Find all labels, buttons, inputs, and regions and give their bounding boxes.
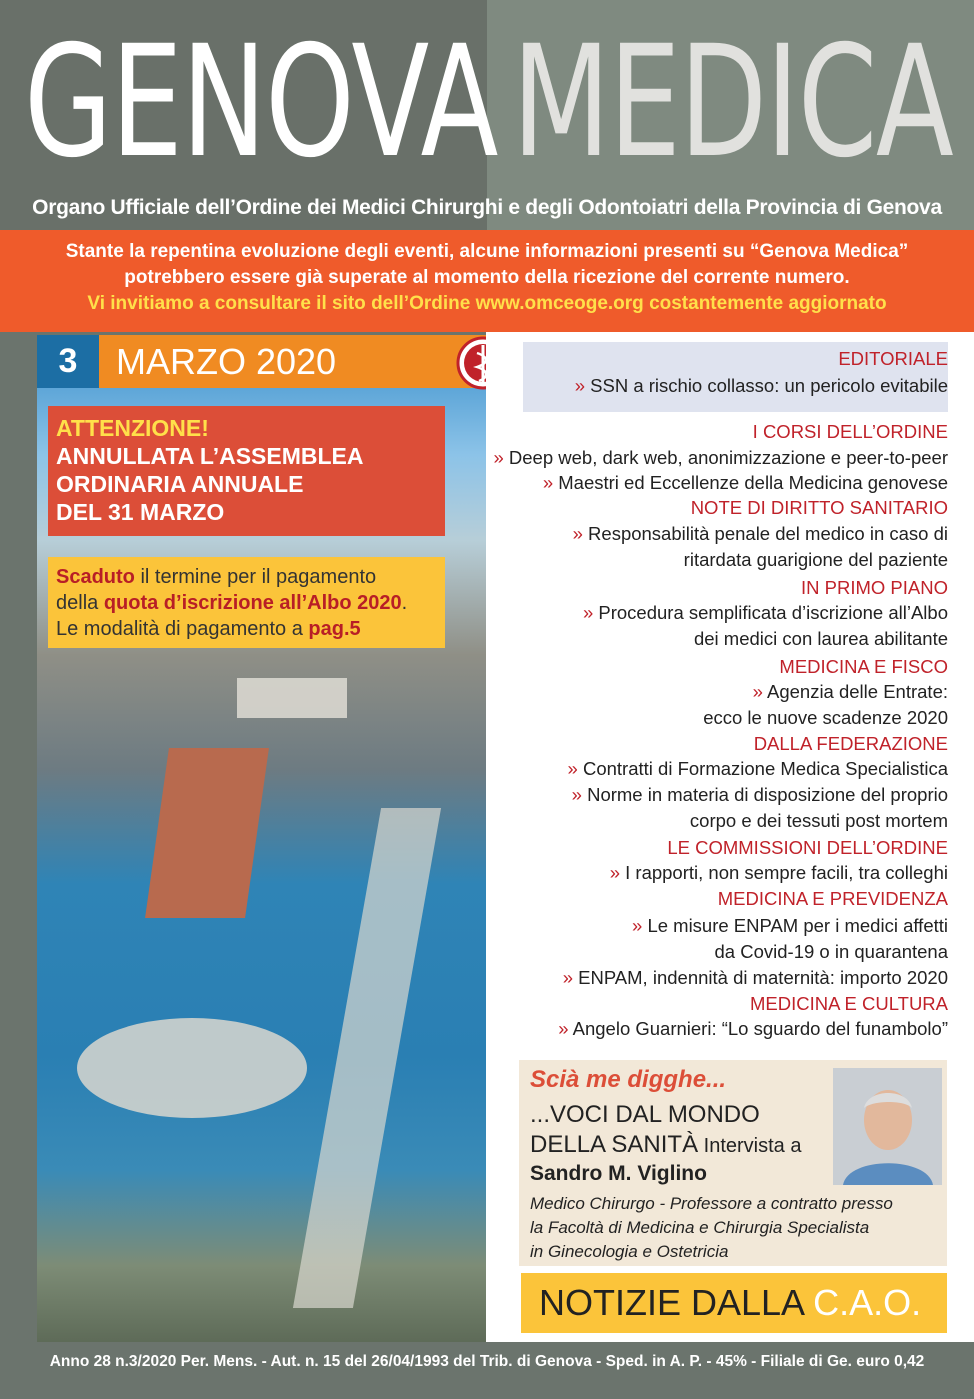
toc-item xyxy=(568,756,948,781)
arrow-icon: » xyxy=(571,784,582,805)
fee-page-ref: pag.5 xyxy=(308,618,361,640)
toc-section xyxy=(838,346,948,371)
alert-line-2: potrebbero essere già superate al momento della ricezione del corrente numero. xyxy=(124,267,850,288)
toc-section-title: I CORSI DELL’ORDINE xyxy=(752,421,948,442)
toc-item-text: ENPAM, indennità di maternità: importo 2020 xyxy=(578,967,948,988)
toc-item-text: Norme in materia di disposizione del proprio xyxy=(587,784,948,805)
toc-item-text: Angelo Guarnieri: “Lo sguardo del funambolo” xyxy=(572,1018,948,1039)
left-margin xyxy=(0,332,37,1342)
fee-text-2: della xyxy=(56,592,104,614)
toc-section xyxy=(718,886,948,911)
toc-section-title: MEDICINA E FISCO xyxy=(779,656,948,677)
arrow-icon: » xyxy=(582,602,594,623)
toc-item-text: Maestri ed Eccellenze della Medicina genovese xyxy=(558,472,948,493)
toc-section-title: DALLA FEDERAZIONE xyxy=(753,733,948,754)
fee-expired: Scaduto xyxy=(56,566,135,588)
footer-legal: Anno 28 n.3/2020 Per. Mens. - Aut. n. 15 del 26/04/1993 del Trib. di Genova - Sped. in A. P. - 45% - Filiale di Ge. euro 0,42 xyxy=(0,1342,974,1399)
toc-item xyxy=(753,679,948,704)
notizie-cao: C.A.O. xyxy=(813,1282,922,1323)
toc-section-title: IN PRIMO PIANO xyxy=(801,577,948,598)
toc-section xyxy=(667,835,948,860)
toc-section xyxy=(753,419,948,444)
toc-item xyxy=(558,1016,948,1041)
toc-item xyxy=(543,470,948,495)
toc-section-title: LE COMMISSIONI DELL’ORDINE xyxy=(667,837,948,858)
masthead-genova: GENOVA xyxy=(24,13,498,192)
toc-item xyxy=(694,626,948,651)
arrow-icon: » xyxy=(542,472,554,493)
toc-section xyxy=(750,991,948,1016)
toc-item xyxy=(690,808,948,833)
toc-item-text: I rapporti, non sempre facili, tra colleghi xyxy=(625,862,948,883)
masthead-subtitle: Organo Ufficiale dell’Ordine dei Medici Chirurghi e degli Odontoiatri della Provincia di Genova xyxy=(32,196,942,219)
toc-item-text: ritardata guarigione del paziente xyxy=(683,549,948,570)
toc-item-text: da Covid-19 o in quarantena xyxy=(714,941,948,962)
toc-item-text: Responsabilità penale del medico in caso di xyxy=(588,523,948,544)
toc-item xyxy=(563,965,948,990)
toc-item xyxy=(573,521,948,546)
toc-section xyxy=(754,731,948,756)
alert-banner xyxy=(0,230,974,332)
alert-line-1: Stante la repentina evoluzione degli eventi, alcune informazioni presenti su “Genova Medica” xyxy=(65,241,909,262)
attention-line-2: ORDINARIA ANNUALE xyxy=(56,471,304,497)
attention-box xyxy=(48,406,445,536)
alert-line-3: Vi invitiamo a consultare il sito dell’Ordine www.omceoge.org costantemente aggiornato xyxy=(87,293,887,314)
toc-section-title: MEDICINA E CULTURA xyxy=(749,993,948,1014)
toc-item-text: Le misure ENPAM per i medici affetti xyxy=(647,915,948,936)
notizie-cao-banner xyxy=(521,1273,947,1333)
interview-line-2a: DELLA SANITÀ xyxy=(530,1131,699,1158)
arrow-icon: » xyxy=(574,375,586,396)
toc-section-title: MEDICINA E PREVIDENZA xyxy=(717,888,948,909)
toc-item xyxy=(583,600,948,625)
toc-item xyxy=(493,445,948,470)
issue-number: 3 xyxy=(37,335,99,388)
toc-item xyxy=(572,782,948,807)
toc-item-text: Deep web, dark web, anonimizzazione e peer-to-peer xyxy=(508,447,948,468)
attention-head: ATTENZIONE! xyxy=(56,415,209,441)
interviewee-portrait xyxy=(833,1068,942,1185)
toc-item-text: SSN a rischio collasso: un pericolo evitabile xyxy=(590,375,948,396)
toc-item-text: Contratti di Formazione Medica Specialistica xyxy=(582,758,948,779)
toc-item xyxy=(684,547,948,572)
toc-item xyxy=(715,939,948,964)
arrow-icon: » xyxy=(493,447,504,468)
toc-item xyxy=(610,860,948,885)
arrow-icon: » xyxy=(572,523,583,544)
toc-section xyxy=(691,495,948,520)
arrow-icon: » xyxy=(562,967,573,988)
interview-line-2b: Intervista a xyxy=(698,1135,802,1157)
arrow-icon: » xyxy=(567,758,578,779)
toc-item xyxy=(575,373,948,398)
toc-item xyxy=(632,913,948,938)
interviewee-name: Sandro M. Viglino xyxy=(530,1162,707,1185)
interview-heading xyxy=(530,1100,801,1161)
arrow-icon: » xyxy=(558,1018,569,1039)
fee-text-1: il termine per il pagamento xyxy=(134,566,377,588)
toc-item-text: ecco le nuove scadenze 2020 xyxy=(703,707,948,728)
masthead-medica: MEDICA xyxy=(512,13,953,192)
arrow-icon: » xyxy=(752,681,763,702)
toc-section-title: NOTE DI DIRITTO SANITARIO xyxy=(690,497,948,518)
notizie-text: NOTIZIE DALLA xyxy=(539,1282,814,1323)
fee-quota: quota d’iscrizione all’Albo 2020 xyxy=(103,592,402,614)
issue-date: MARZO 2020 xyxy=(99,335,486,388)
fee-notice-box xyxy=(48,557,445,648)
interview-line-1: ...VOCI DAL MONDO xyxy=(530,1101,760,1128)
toc-section xyxy=(801,575,948,600)
toc-item-text: Agenzia delle Entrate: xyxy=(766,681,948,702)
interviewee-desc-3: in Ginecologia e Ostetricia xyxy=(530,1242,729,1261)
toc-section-title: EDITORIALE xyxy=(838,348,948,369)
attention-line-3: DEL 31 MARZO xyxy=(56,499,225,525)
toc-item-text: dei medici con laurea abilitante xyxy=(693,628,948,649)
toc-section xyxy=(779,654,948,679)
interviewee-desc-1: Medico Chirurgo - Professore a contratto presso xyxy=(530,1194,893,1213)
arrow-icon: » xyxy=(632,915,643,936)
interviewee-description xyxy=(530,1192,945,1264)
arrow-icon: » xyxy=(609,862,620,883)
attention-line-1: ANNULLATA L’ASSEMBLEA xyxy=(56,443,364,469)
toc-item-text: Procedura semplificata d’iscrizione all’Albo xyxy=(598,602,948,623)
interview-title: Scià me digghe... xyxy=(530,1066,727,1093)
fee-text-4: Le modalità di pagamento a xyxy=(56,618,309,640)
toc-item-text: corpo e dei tessuti post mortem xyxy=(689,810,948,831)
fee-text-3: . xyxy=(401,592,408,614)
interviewee-desc-2: la Facoltà di Medicina e Chirurgia Specialista xyxy=(530,1218,870,1237)
toc-item xyxy=(703,705,948,730)
